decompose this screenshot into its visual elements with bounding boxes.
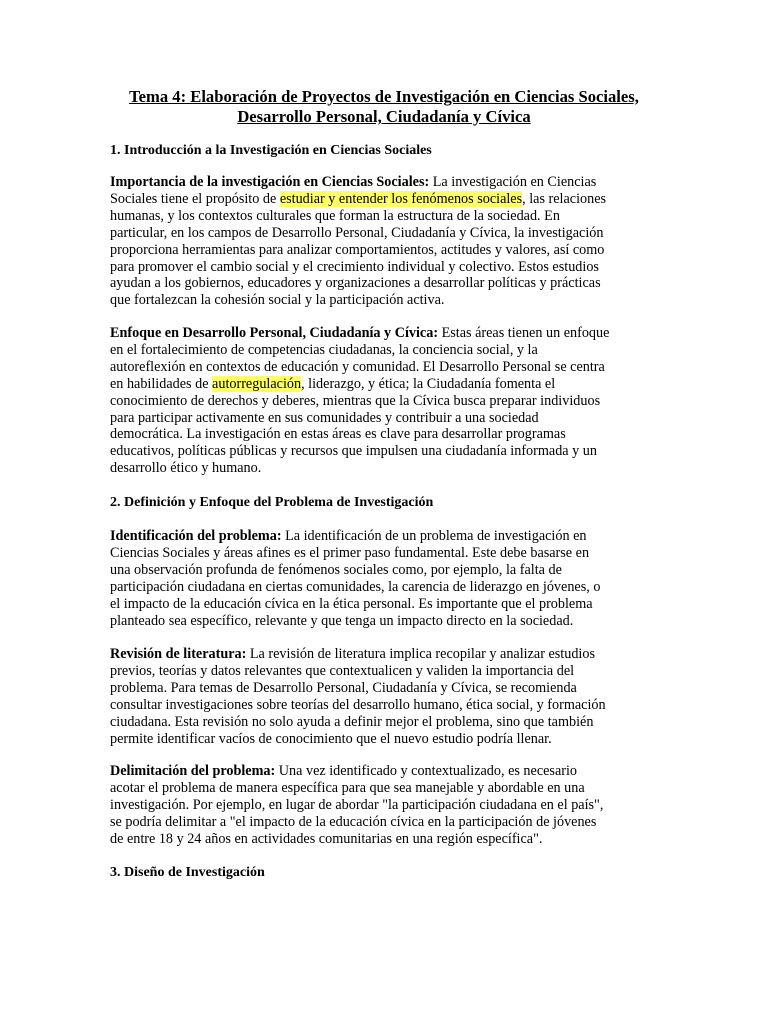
text-line: investigación. Por ejemplo, en lugar de abordar "la participación ciudadana en el país", xyxy=(110,796,604,813)
paragraph-label: Enfoque en Desarrollo Personal, Ciudadanía y Cívica: xyxy=(110,325,439,341)
text-line: educativos, políticas públicas y recursos que impulsen una ciudadanía informada y un xyxy=(110,443,597,460)
text-line: ciudadana. Esta revisión no solo ayuda a definir mejor el problema, sino que también xyxy=(110,713,594,730)
text-line: La revisión de literatura implica recopilar y analizar estudios xyxy=(246,646,595,662)
text-line: el impacto de la educación cívica en la ética personal. Es importante que el problema xyxy=(110,595,593,612)
text-line: La identificación de un problema de investigación en xyxy=(281,528,587,544)
paragraph-delimitacion xyxy=(110,763,670,848)
paragraph-revision xyxy=(110,646,670,747)
paragraph-enfoque xyxy=(110,325,670,477)
paragraph-importancia xyxy=(110,174,670,309)
paragraph-label: Importancia de la investigación en Ciencias Sociales: xyxy=(110,174,430,190)
text-line: ayudan a los gobiernos, educadores y organizaciones a desarrollar políticas y prácticas xyxy=(110,275,601,292)
text-line: Una vez identificado y contextualizado, es necesario xyxy=(275,763,577,779)
text-line: participación ciudadana en ciertas comunidades, la carencia de liderazgo en jóvenes, o xyxy=(110,578,601,595)
section-2-heading: 2. Definición y Enfoque del Problema de Investigación xyxy=(110,495,434,510)
text-line: particular, en los campos de Desarrollo Personal, Ciudadanía y Cívica, la investigación xyxy=(110,224,604,241)
text-line: desarrollo ético y humano. xyxy=(110,460,262,477)
text-line: humanas, y los contextos culturales que forman la estructura de la sociedad. En xyxy=(110,207,560,224)
text-line: planteado sea específico, relevante y que tenga un impacto directo en la sociedad. xyxy=(110,612,574,629)
text-line: para participar activamente en sus comunidades y contribuir a una sociedad xyxy=(110,409,539,426)
text-line: se podría delimitar a "el impacto de la educación cívica en la participación de jóvenes xyxy=(110,813,597,830)
text-line: conocimiento de derechos y deberes, mientras que la Cívica busca preparar individuos xyxy=(110,392,601,409)
highlighted-text: estudiar y entender los fenómenos sociales xyxy=(279,190,523,207)
paragraph-label: Revisión de literatura: xyxy=(110,646,247,662)
text-line: , las relaciones xyxy=(522,190,607,207)
text-line: Estas áreas tienen un enfoque xyxy=(438,325,610,341)
text-line: que fortalezcan la cohesión social y la participación activa. xyxy=(110,292,445,309)
text-line: autoreflexión en contextos de educación y comunidad. El Desarrollo Personal se centra xyxy=(110,358,605,375)
paragraph-identificacion xyxy=(110,528,670,629)
text-line: permite identificar vacíos de conocimiento que el nuevo estudio podría llenar. xyxy=(110,730,552,747)
text-line: previos, teorías y datos relevantes que contextualicen y validen la importancia del xyxy=(110,662,575,679)
highlighted-text: autorregulación xyxy=(212,375,302,392)
paragraph-label: Delimitación del problema: xyxy=(110,763,276,779)
text-line: consultar investigaciones sobre teorías del desarrollo humano, ética social, y formación xyxy=(110,696,606,713)
title-line-1: Tema 4: Elaboración de Proyectos de Investigación en Ciencias Sociales, xyxy=(129,87,639,106)
section-3-heading: 3. Diseño de Investigación xyxy=(110,865,265,880)
text-line: en habilidades de xyxy=(110,375,213,392)
document-title xyxy=(100,87,668,127)
text-line: democrática. La investigación en estas áreas es clave para desarrollar programas xyxy=(110,426,566,443)
section-1-heading: 1. Introducción a la Investigación en Ciencias Sociales xyxy=(110,143,432,158)
text-line: para promover el cambio social y el crecimiento individual y colectivo. Estos estudios xyxy=(110,258,599,275)
text-line: proporciona herramientas para analizar comportamientos, actitudes y valores, así como xyxy=(110,241,605,258)
text-line: problema. Para temas de Desarrollo Personal, Ciudadanía y Cívica, se recomienda xyxy=(110,679,577,696)
text-line: Sociales tiene el propósito de xyxy=(110,190,280,207)
text-line: , liderazgo, y ética; la Ciudadanía fomenta el xyxy=(301,375,556,392)
paragraph-label: Identificación del problema: xyxy=(110,528,282,544)
title-line-2: Desarrollo Personal, Ciudadanía y Cívica xyxy=(237,107,531,126)
text-line: una observación profunda de fenómenos sociales como, por ejemplo, la falta de xyxy=(110,561,562,578)
text-line: acotar el problema de manera específica para que sea manejable y abordable en una xyxy=(110,779,585,796)
text-line: en el fortalecimiento de competencias ciudadanas, la conciencia social, y la xyxy=(110,341,538,358)
text-line: Ciencias Sociales y áreas afines es el primer paso fundamental. Este debe basarse en xyxy=(110,544,590,561)
text-line: La investigación en Ciencias xyxy=(429,174,597,190)
text-line: de entre 18 y 24 años en actividades comunitarias en una región específica". xyxy=(110,830,543,847)
